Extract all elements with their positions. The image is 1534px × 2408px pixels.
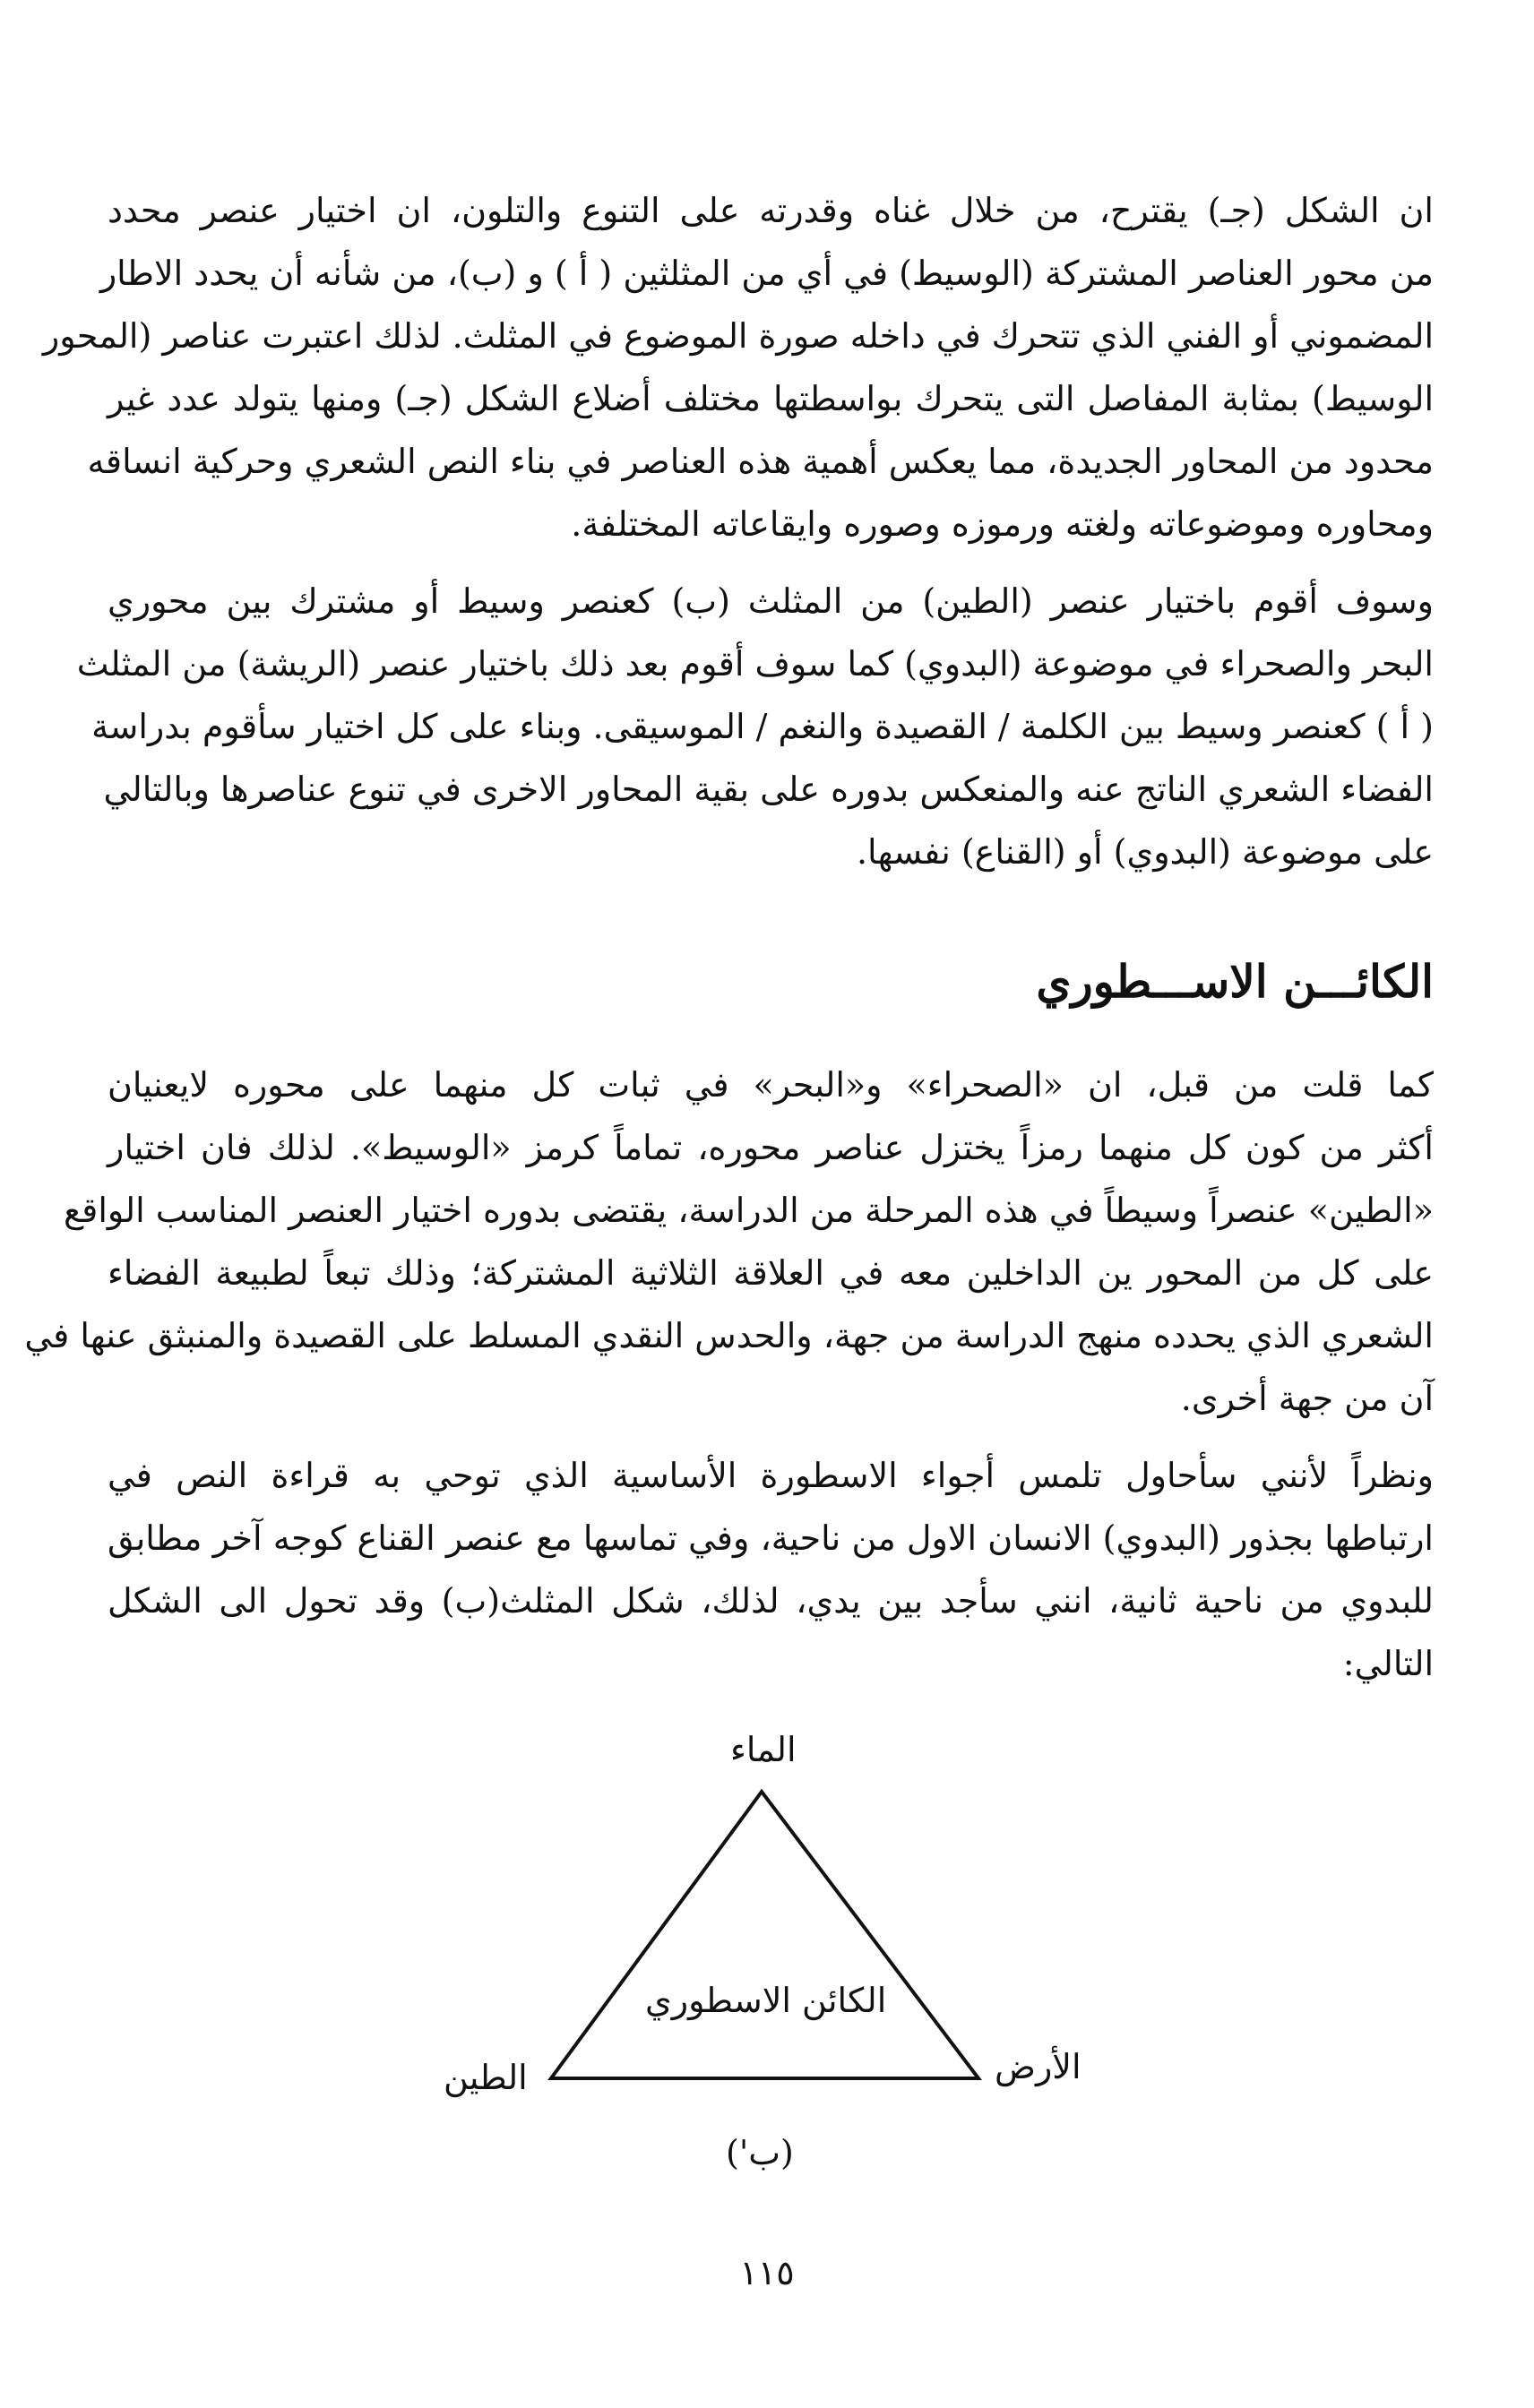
text-line: للبدوي من ناحية ثانية، انني سأجد بين يدي، لذلك، شكل المثلث(ب) وقد تحول الى الشكل [108, 1581, 1434, 1621]
triangle-right-label: الأرض [995, 2047, 1082, 2086]
paragraph-1 [42, 179, 1434, 555]
figure-caption: (ب') [726, 2133, 794, 2172]
text-line: الوسيط) بمثابة المفاصل التى يتحرك بواسطتها مختلف أضلاع الشكل (جـ) ومنها يتولد عدد غير [108, 379, 1434, 418]
paragraph-3 [24, 1054, 1434, 1430]
text-line: ونظراً لأنني سأحاول تلمس أجواء الاسطورة الأساسية الذي توحي به قراءة النص في [108, 1456, 1434, 1495]
text-line: ( أ ) كعنصر وسيط بين الكلمة / القصيدة والنغم / الموسيقى. وبناء على كل اختيار سأقوم بدراسة [91, 707, 1434, 746]
triangle-top-label: الماء [730, 1730, 797, 1769]
text-line: آن من جهة أخرى. [1180, 1379, 1434, 1418]
text-line: ومحاوره وموضوعاته ولغته ورموزه وصوره وايقاعاته المختلفة. [571, 504, 1434, 544]
section-heading: الكائـــن الاســـطوري [1036, 955, 1434, 1008]
text-line: «الطين» عنصراً وسيطاً في هذه المرحلة من الدراسة، يقتضى بدوره اختيار العنصر المناسب الواقع [63, 1191, 1434, 1230]
text-line: التالي: [1342, 1644, 1434, 1683]
text-line: الشعري الذي يحدده منهج الدراسة من جهة، والحدس النقدي المسلط على القصيدة والمنبثق عنها في [24, 1316, 1434, 1355]
text-line: وسوف أقوم باختيار عنصر (الطين) من المثلث (ب) كعنصر وسيط أو مشترك بين محوري [108, 581, 1434, 621]
text-line: ارتباطها بجذور (البدوي) الانسان الاول من ناحية، وفي تماسها مع عنصر القناع كوجه آخر مطابق [108, 1518, 1434, 1558]
text-line: على كل من المحور ين الداخلين معه في العلاقة الثلاثية المشتركة؛ وذلك تبعاً لطبيعة الفضاء [108, 1253, 1434, 1293]
triangle-shape [551, 1792, 978, 2078]
paragraph-4 [108, 1444, 1434, 1695]
triangle-center-label: الكائن الاسطوري [645, 1981, 887, 2020]
text-line: محدود من المحاور الجديدة، مما يعكس أهمية هذه العناصر في بناء النص الشعري وحركية انساقه [87, 442, 1434, 481]
text-line: البحر والصحراء في موضوعة (البدوي) كما سوف أقوم بعد ذلك باختيار عنصر (الريشة) من المثلث [76, 644, 1434, 684]
text-line: المضموني أو الفني الذي تتحرك في داخله صورة الموضوع في المثلث. لذلك اعتبرت عناصر (المحور [42, 316, 1434, 356]
triangle-figure [376, 1730, 1183, 2222]
triangle-left-label: الطين [444, 2058, 528, 2097]
text-line: ان الشكل (جـ) يقترح، من خلال غناه وقدرته على التنوع والتلون، ان اختيار عنصر محدد [108, 191, 1434, 230]
text-line: كما قلت من قبل، ان «الصحراء» و«البحر» في ثبات كل منهما على محوره لايعنيان [108, 1065, 1434, 1105]
paragraph-2 [76, 570, 1434, 883]
text-line: الفضاء الشعري الناتج عنه والمنعكس بدوره على بقية المحاور الاخرى في تنوع عناصرها وبالتالي [103, 770, 1434, 809]
text-line: أكثر من كون كل منهما رمزاً يختزل عناصر محوره، تماماً كرمز «الوسيط». لذلك فان اختيار [108, 1128, 1434, 1167]
text-line: من محور العناصر المشتركة (الوسيط) في أي من المثلثين ( أ ) و (ب)، من شأنه أن يحدد الاطار [99, 254, 1434, 293]
page-body [24, 179, 1434, 1695]
page-number: ١١٥ [739, 2253, 795, 2292]
text-line: على موضوعة (البدوي) أو (القناع) نفسها. [856, 832, 1434, 872]
